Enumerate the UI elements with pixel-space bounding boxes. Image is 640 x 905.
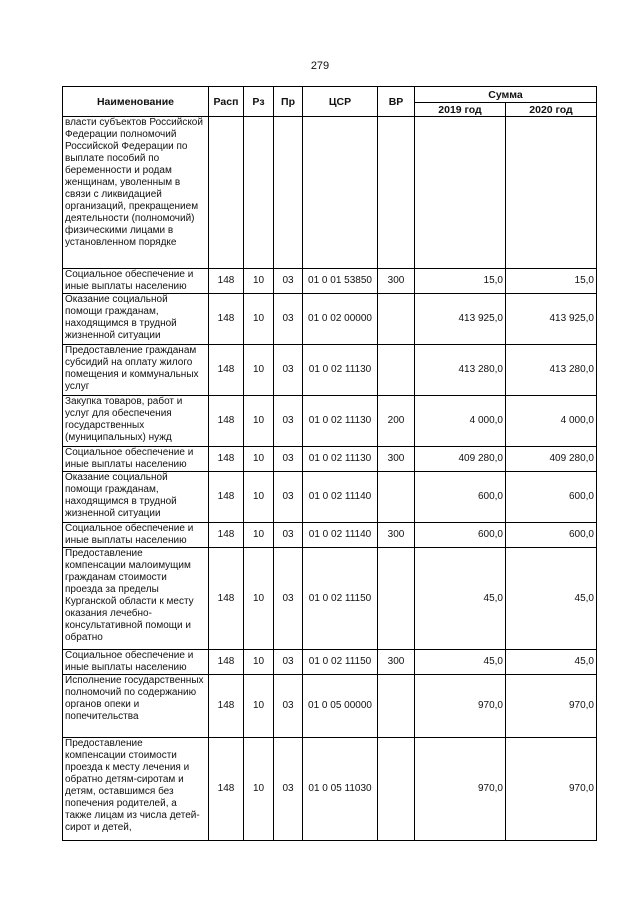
cell-name: Оказание социальной помощи гражданам, находящимся в трудной жизненной ситуации (63, 472, 209, 523)
cell-2019: 413 280,0 (415, 345, 506, 396)
cell-csr: 01 0 05 11030 (303, 738, 378, 841)
cell-name: Социальное обеспечение и иные выплаты населению (63, 650, 209, 675)
cell-2020: 970,0 (506, 738, 597, 841)
table-row (63, 472, 597, 523)
cell-csr: 01 0 02 11140 (303, 523, 378, 548)
cell-pr: 03 (274, 738, 303, 841)
table-row (63, 675, 597, 738)
cell-2019: 45,0 (415, 548, 506, 650)
cell-rz: 10 (244, 472, 274, 523)
table-body (63, 117, 597, 841)
cell-pr: 03 (274, 269, 303, 294)
cell-rz: 10 (244, 675, 274, 738)
table-row (63, 738, 597, 841)
cell-pr: 03 (274, 548, 303, 650)
cell-2019: 409 280,0 (415, 447, 506, 472)
cell-rasp: 148 (209, 675, 244, 738)
table-row (63, 269, 597, 294)
table-row (63, 548, 597, 650)
header-2020: 2020 год (506, 103, 597, 117)
header-2019: 2019 год (415, 103, 506, 117)
cell-2019 (415, 117, 506, 269)
cell-name: власти субъектов Российской Федерации полномочий Российской Федерации по выплате пособий по беременности и родам женщинам, уволенным в связи с ликвидацией организаций, прекращением деятельности (полномочий) физическими лицами в установленном порядке (63, 117, 209, 269)
cell-vr (378, 117, 415, 269)
cell-pr: 03 (274, 396, 303, 447)
cell-name: Социальное обеспечение и иные выплаты населению (63, 269, 209, 294)
cell-vr (378, 472, 415, 523)
cell-vr: 300 (378, 447, 415, 472)
cell-name: Предоставление компенсации стоимости проезда к месту лечения и обратно детям-сиротам и детям, оставшимся без попечения родителей, а также лицам из числа детей-сирот и детей, (63, 738, 209, 841)
cell-pr: 03 (274, 650, 303, 675)
cell-2019: 45,0 (415, 650, 506, 675)
cell-2019: 600,0 (415, 472, 506, 523)
cell-csr: 01 0 02 11150 (303, 650, 378, 675)
cell-rz: 10 (244, 523, 274, 548)
header-csr: ЦСР (303, 87, 378, 117)
page-number: 279 (310, 60, 330, 72)
cell-vr (378, 345, 415, 396)
cell-vr: 200 (378, 396, 415, 447)
cell-vr (378, 294, 415, 345)
cell-rz: 10 (244, 548, 274, 650)
table-row (63, 396, 597, 447)
cell-rz: 10 (244, 738, 274, 841)
table-row (63, 650, 597, 675)
cell-rasp: 148 (209, 345, 244, 396)
cell-2020: 413 280,0 (506, 345, 597, 396)
cell-rz (244, 117, 274, 269)
cell-rasp: 148 (209, 269, 244, 294)
cell-vr (378, 738, 415, 841)
budget-table (62, 86, 597, 841)
cell-rz: 10 (244, 345, 274, 396)
cell-rasp (209, 117, 244, 269)
cell-2020: 600,0 (506, 472, 597, 523)
cell-csr (303, 117, 378, 269)
cell-2020: 409 280,0 (506, 447, 597, 472)
cell-vr: 300 (378, 650, 415, 675)
cell-name: Оказание социальной помощи гражданам, находящимся в трудной жизненной ситуации (63, 294, 209, 345)
cell-pr: 03 (274, 675, 303, 738)
header-sum: Сумма (415, 87, 597, 103)
cell-rasp: 148 (209, 738, 244, 841)
cell-name: Предоставление гражданам субсидий на оплату жилого помещения и коммунальных услуг (63, 345, 209, 396)
cell-csr: 01 0 01 53850 (303, 269, 378, 294)
table-header (63, 87, 597, 117)
cell-pr: 03 (274, 294, 303, 345)
cell-name: Закупка товаров, работ и услуг для обеспечения государственных (муниципальных) нужд (63, 396, 209, 447)
table-row (63, 523, 597, 548)
cell-rasp: 148 (209, 650, 244, 675)
cell-csr: 01 0 05 00000 (303, 675, 378, 738)
cell-rasp: 148 (209, 472, 244, 523)
cell-csr: 01 0 02 11130 (303, 345, 378, 396)
cell-rasp: 148 (209, 294, 244, 345)
cell-2020: 45,0 (506, 548, 597, 650)
cell-2020: 413 925,0 (506, 294, 597, 345)
cell-pr (274, 117, 303, 269)
cell-pr: 03 (274, 523, 303, 548)
cell-2020: 45,0 (506, 650, 597, 675)
cell-rasp: 148 (209, 396, 244, 447)
cell-2020: 970,0 (506, 675, 597, 738)
cell-2019: 970,0 (415, 675, 506, 738)
cell-rasp: 148 (209, 447, 244, 472)
cell-csr: 01 0 02 11150 (303, 548, 378, 650)
cell-rasp: 148 (209, 548, 244, 650)
header-pr: Пр (274, 87, 303, 117)
cell-pr: 03 (274, 345, 303, 396)
header-name: Наименование (63, 87, 209, 117)
cell-name: Социальное обеспечение и иные выплаты населению (63, 447, 209, 472)
cell-csr: 01 0 02 11130 (303, 447, 378, 472)
table-row (63, 117, 597, 269)
cell-2019: 600,0 (415, 523, 506, 548)
header-rasp: Расп (209, 87, 244, 117)
cell-vr (378, 548, 415, 650)
cell-vr (378, 675, 415, 738)
cell-vr: 300 (378, 269, 415, 294)
cell-rasp: 148 (209, 523, 244, 548)
table-row (63, 294, 597, 345)
cell-2019: 413 925,0 (415, 294, 506, 345)
header-vr: ВР (378, 87, 415, 117)
cell-name: Исполнение государственных полномочий по содержанию органов опеки и попечительства (63, 675, 209, 738)
cell-csr: 01 0 02 11140 (303, 472, 378, 523)
cell-pr: 03 (274, 472, 303, 523)
cell-2019: 15,0 (415, 269, 506, 294)
cell-rz: 10 (244, 269, 274, 294)
cell-2019: 4 000,0 (415, 396, 506, 447)
cell-2020: 4 000,0 (506, 396, 597, 447)
cell-rz: 10 (244, 650, 274, 675)
cell-csr: 01 0 02 11130 (303, 396, 378, 447)
cell-csr: 01 0 02 00000 (303, 294, 378, 345)
table-row (63, 447, 597, 472)
table-row (63, 345, 597, 396)
cell-name: Социальное обеспечение и иные выплаты населению (63, 523, 209, 548)
cell-vr: 300 (378, 523, 415, 548)
cell-2020: 15,0 (506, 269, 597, 294)
cell-rz: 10 (244, 447, 274, 472)
cell-name: Предоставление компенсации малоимущим гражданам стоимости проезда за пределы Курганской области к месту оказания лечебно-консультативной помощи и обратно (63, 548, 209, 650)
cell-2019: 970,0 (415, 738, 506, 841)
header-rz: Рз (244, 87, 274, 117)
cell-2020: 600,0 (506, 523, 597, 548)
cell-rz: 10 (244, 396, 274, 447)
cell-rz: 10 (244, 294, 274, 345)
cell-pr: 03 (274, 447, 303, 472)
cell-2020 (506, 117, 597, 269)
